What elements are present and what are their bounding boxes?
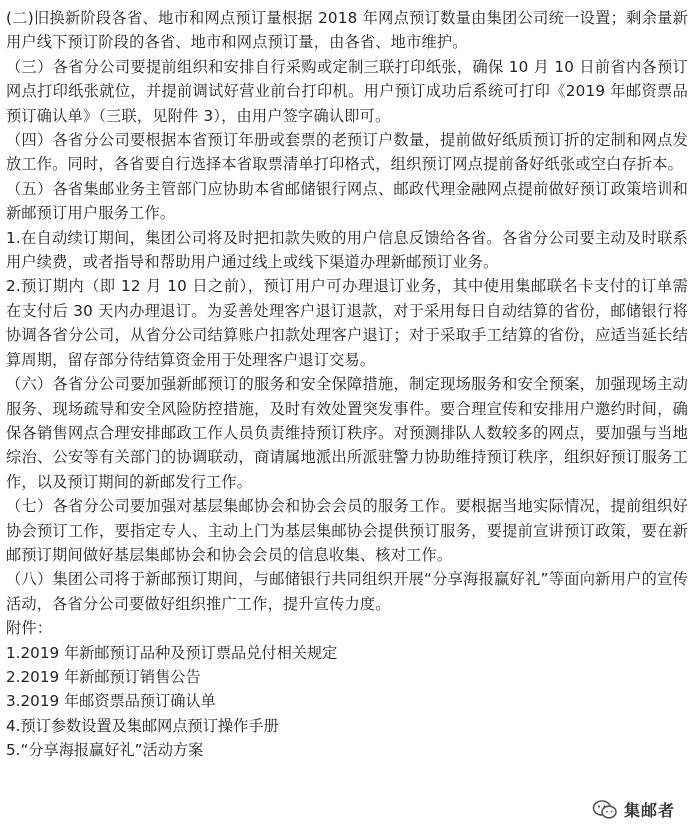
paragraph-5-item-2: 2.预订期内（即 12 月 10 日之前），预订用户可办理退订业务，其中使用集邮联名卡支付的订单需在支付后 30 天内办理退订。为妥善处理客户退订退款，对于采用每日自动结算的省份，邮储银行将协调各省分公司，从省分公司结算账户扣款处理客户退订；对于采取手工结算的省份，应适当延长结算周期，留存部分待结算资金用于处理客户退订交易。 xyxy=(6,277,688,369)
attachment-item-4: 4.预订参数设置及集邮网点预订操作手册 xyxy=(6,716,279,735)
attachment-item-5: 5.“分享海报赢好礼”活动方案 xyxy=(6,741,204,760)
paragraph-8: （八）集团公司将于新邮预订期间，与邮储银行共同组织开展“分享海报赢好礼”等面向新用户的宣传活动，各省分公司要做好组织推广工作，提升宣传力度。 xyxy=(6,570,688,613)
paragraph-4: （四）各省分公司要根据本省预订年册或套票的老预订户数量，提前做好纸质预订折的定制和网点发放工作。同时，各省要自行选择本省取票清单打印格式，组织预订网点提前备好纸张或空白存折本。 xyxy=(6,131,688,174)
document-body xyxy=(6,6,688,763)
wechat-official-account-icon xyxy=(592,799,618,821)
paragraph-7: （七）各省分公司要加强对基层集邮协会和协会会员的服务工作。要根据当地实际情况，提前组织好协会预订工作，要指定专人、主动上门为基层集邮协会提供预订服务，要提前宣讲预订政策，要在新邮预订期间做好基层集邮协会和协会会员的信息收集、核对工作。 xyxy=(6,497,688,564)
paragraph-5-item-1: 1.在自动续订期间，集团公司将及时把扣款失败的用户信息反馈给各省。各省分公司要主动及时联系用户续费，或者指导和帮助用户通过线上或线下渠道办理新邮预订业务。 xyxy=(6,228,688,272)
attachments-title: 附件： xyxy=(6,619,53,638)
attachments-list xyxy=(6,641,688,763)
attachment-item-3: 3.2019 年邮资票品预订确认单 xyxy=(6,692,216,711)
paragraph-2: (二)旧换新阶段各省、地市和网点预订量根据 2018 年网点预订数量由集团公司统一设置；剩余量新用户线下预订阶段的各省、地市和网点预订量，由各省、地市维护。 xyxy=(6,9,688,52)
paragraph-3: （三）各省分公司要提前组织和安排自行采购或定制三联打印纸张，确保 10 月 10 日前省内各预订网点打印纸张就位，并提前调试好营业前台打印机。用户预订成功后系统可打印《2019 年邮资票品预订确认单》（三联，见附件 3），由用户签字确认即可。 xyxy=(6,57,688,125)
paragraph-5: （五）各省集邮业务主管部门应协助本省邮储银行网点、邮政代理金融网点提前做好预订政策培训和新邮预订用户服务工作。 xyxy=(6,179,688,223)
attachment-item-2: 2.2019 年新邮预订销售公告 xyxy=(6,667,201,686)
watermark-text: 集邮者 xyxy=(623,801,675,820)
watermark xyxy=(592,798,675,821)
paragraph-6: （六）各省分公司要加强新邮预订的服务和安全保障措施，制定现场服务和安全预案，加强现场主动服务、现场疏导和安全风险防控措施，及时有效处置突发事件。要合理宣传和安排用户邀约时间，确保各销售网点合理安排邮政工作人员负责维持预订秩序。对预测排队人数较多的网点，要加强与当地综治、公安等有关部门的协调联动，商请属地派出所派驻警力协助维持预订秩序，组织好预订服务工作，以及预订期间的新邮发行工作。 xyxy=(6,375,688,491)
attachment-item-1: 1.2019 年新邮预订品种及预订票品兑付相关规定 xyxy=(6,643,338,662)
